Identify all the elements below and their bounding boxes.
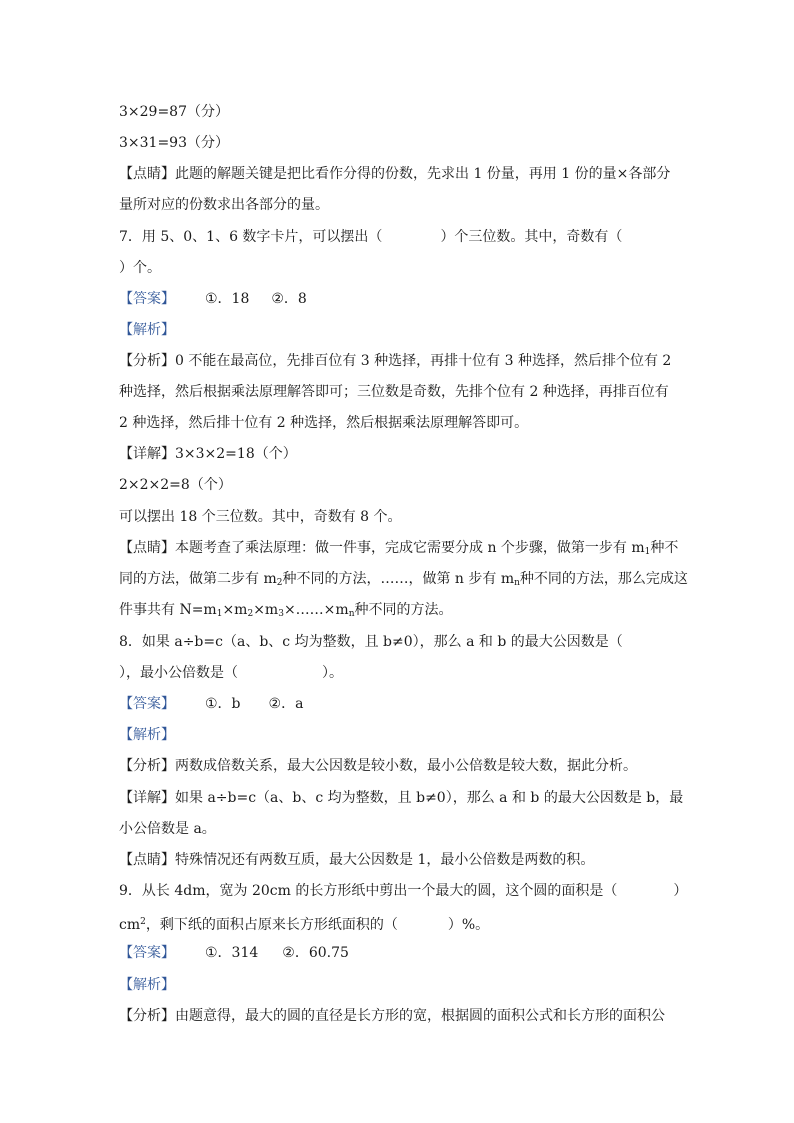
text: 种选择，然后根据乘法原理解答即可；三位数是奇数，先排个位有 2 种选择，再排百位有: [119, 384, 669, 400]
text-line: [119, 164, 670, 184]
text-line: [119, 538, 678, 558]
subscript: n: [514, 578, 520, 588]
text: ×m: [253, 602, 279, 618]
text: 【点睛】特殊情况还有两数互质，最大公因数是 1，最小公倍数是两数的积。: [119, 852, 595, 868]
answer-line: [119, 289, 307, 309]
text: ×……×m: [283, 602, 349, 618]
text: 【点睛】本题考查了乘法原理：做一件事，完成它需要分成 n 个步骤，做第一步有 m: [119, 540, 645, 556]
text: 8．如果 a÷b=c（a、b、c 均为整数，且 b≠0），那么 a 和 b 的最大公因数是（: [119, 634, 623, 650]
subscript: n: [348, 609, 355, 619]
text: 量所对应的份数求出各部分的量。: [119, 197, 329, 213]
analysis-tag: [119, 725, 175, 745]
answer-tag: 【答案】: [119, 291, 175, 307]
superscript: 2: [140, 917, 146, 927]
text: 2 种选择，然后排十位有 2 种选择，然后根据乘法原理解答即可。: [119, 415, 529, 431]
text: 种不同的方法，那么完成这: [519, 571, 688, 587]
text: ），最小公倍数是（: [119, 665, 238, 681]
question-7-line-1: [119, 227, 622, 247]
analysis-tag: [119, 320, 175, 340]
text-line: [119, 1006, 665, 1026]
text: 3×29=87（分）: [119, 104, 229, 120]
text: 种不同的方法。: [354, 602, 453, 618]
text: ）个三位数。其中，奇数有（: [440, 229, 623, 245]
question-8-line-1: [119, 632, 623, 652]
text: 7．用 5、0、1、6 数字卡片，可以摆出（: [119, 229, 383, 245]
text: 同的方法，做第二步有 m: [119, 571, 277, 587]
subscript: 2: [247, 609, 254, 619]
subscript: 3: [278, 609, 284, 619]
text-line: [119, 413, 528, 433]
answer-line: [119, 694, 303, 714]
text-line: [119, 382, 669, 402]
text: 种不同的方法，……，做第 n 步有 m: [282, 571, 515, 587]
answer-1: ①．314: [205, 945, 259, 961]
text: 【分析】0 不能在最高位，先排百位有 3 种选择，再排十位有 3 种选择，然后排个位有 2: [119, 353, 672, 369]
text-line: [119, 788, 683, 808]
subscript: 1: [644, 547, 651, 557]
subscript: 1: [216, 609, 223, 619]
question-8-line-2: [119, 663, 343, 683]
text: 【详解】3×3×2=18（个）: [119, 446, 297, 462]
answer-tag: 【答案】: [119, 696, 175, 712]
text-line: [119, 102, 229, 122]
answer-1: ①．18: [205, 291, 250, 307]
answer-line: [119, 943, 349, 963]
text: 2×2×2=8（个）: [119, 477, 232, 493]
text: 3×31=93（分）: [119, 135, 229, 151]
text: 可以摆出 18 个三位数。其中，奇数有 8 个。: [119, 509, 402, 525]
text: 【解析】: [119, 322, 175, 338]
text-line: [119, 351, 671, 371]
analysis-tag: [119, 975, 175, 995]
text: 小公倍数是 a。: [119, 821, 216, 837]
subscript: 2: [276, 578, 283, 588]
text: ×m: [222, 602, 248, 618]
answer-2: ②．a: [268, 696, 304, 712]
question-9-line-2: [119, 912, 489, 932]
text: 种不: [650, 540, 679, 556]
text: 【解析】: [119, 727, 175, 743]
answer-1: ①．b: [205, 696, 241, 712]
text: 【分析】由题意得，最大的圆的直径是长方形的宽，根据圆的面积公式和长方形的面积公: [119, 1008, 665, 1024]
text: 件事共有 N=m: [119, 602, 217, 618]
answer-2: ②．8: [271, 291, 307, 307]
answer-tag: 【答案】: [119, 945, 175, 961]
text: ）个。: [119, 260, 161, 276]
question-7-line-2: [119, 258, 161, 278]
text: ）: [673, 883, 688, 899]
text-line: [119, 133, 229, 153]
text-line: [119, 507, 402, 527]
text-line: [119, 600, 453, 620]
text: 【点睛】此题的解题关键是把比看作分得的份数，先求出 1 份量，再用 1 份的量×各部分: [119, 166, 671, 182]
text: cm: [119, 917, 141, 933]
text: 【解析】: [119, 977, 175, 993]
text: ）%。: [447, 917, 490, 933]
text: ）。: [322, 665, 343, 681]
answer-2: ②．60.75: [282, 945, 349, 961]
text-line: [119, 569, 688, 589]
text-line: [119, 850, 594, 870]
text: ，剩下纸的面积占原来长方形纸面积的（: [145, 917, 398, 933]
text-line: [119, 756, 637, 776]
text: 9．从长 4dm，宽为 20cm 的长方形纸中剪出一个最大的圆，这个圆的面积是（: [119, 883, 618, 899]
text-line: [119, 195, 329, 215]
text-line: [119, 819, 216, 839]
question-9-line-1: [119, 881, 687, 901]
text: 【分析】两数成倍数关系，最大公因数是较小数，最小公倍数是较大数，据此分析。: [119, 758, 637, 774]
text-line: [119, 475, 232, 495]
text-line: [119, 444, 297, 464]
text: 【详解】如果 a÷b=c（a、b、c 均为整数，且 b≠0），那么 a 和 b 的最大公因数是 b，最: [119, 790, 684, 806]
